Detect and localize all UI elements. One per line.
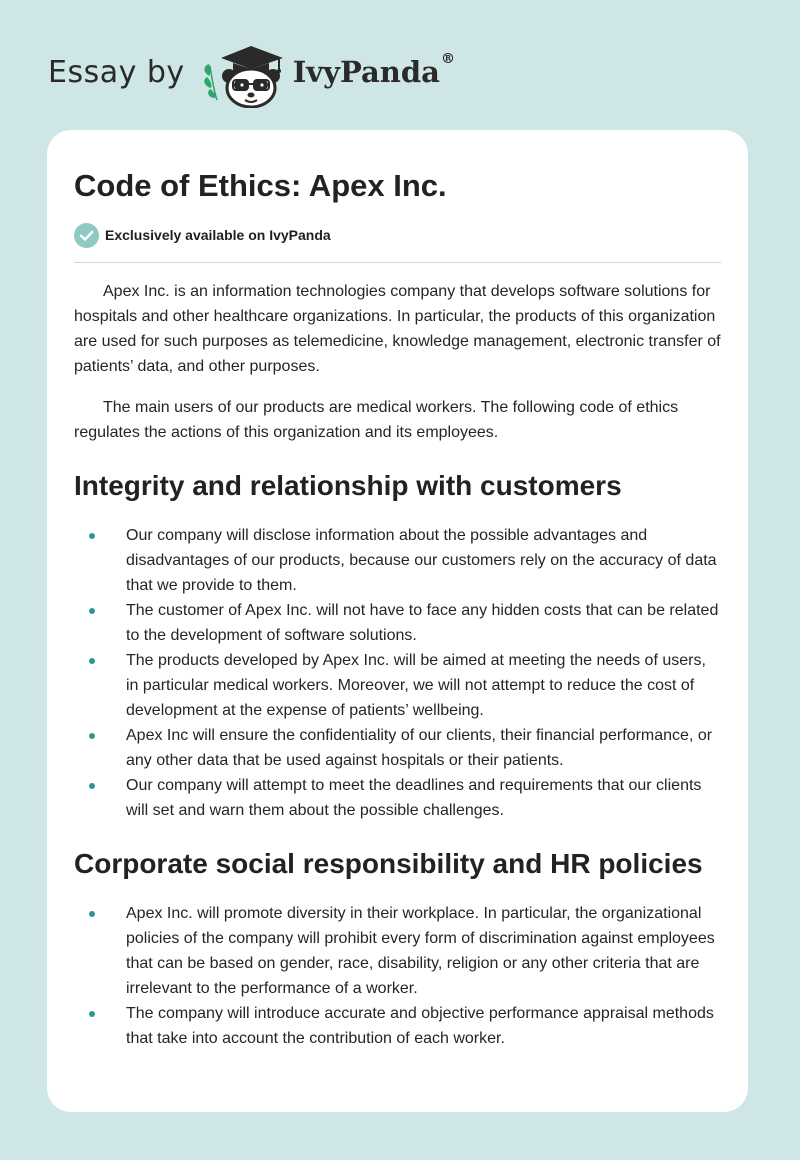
section-integrity bbox=[74, 465, 721, 823]
list-item-text: The company will introduce accurate and objective performance appraisal methods that take into account the contribution of each worker. bbox=[126, 1005, 714, 1047]
panda-graduate-logo-icon bbox=[199, 36, 291, 108]
bullet-list bbox=[74, 523, 721, 823]
list-item bbox=[74, 648, 721, 723]
list-item bbox=[74, 723, 721, 773]
essay-card bbox=[47, 130, 748, 1112]
intro-paragraph-1: Apex Inc. is an information technologies company that develops software solutions for hospitals and other healthcare organizations. In particular, the products of this organization are used for such purposes as telemedicine, knowledge management, electronic transfer of patients’ data, and other purposes. bbox=[74, 283, 721, 375]
list-item bbox=[74, 1001, 721, 1051]
section-heading: Corporate social responsibility and HR policies bbox=[74, 848, 703, 879]
bullet-icon bbox=[89, 658, 95, 664]
bullet-icon bbox=[89, 911, 95, 917]
badge-text: Exclusively available on IvyPanda bbox=[105, 227, 331, 243]
bullet-icon bbox=[89, 1011, 95, 1017]
list-item-text: Our company will disclose information about the possible advantages and disadvantages of our products, because our customers rely on the accuracy of data that we provide to them. bbox=[126, 527, 717, 594]
list-item bbox=[74, 773, 721, 823]
bullet-list bbox=[74, 901, 721, 1051]
brand-name bbox=[292, 51, 455, 89]
list-item bbox=[74, 523, 721, 598]
section-csr-hr bbox=[74, 843, 721, 1051]
intro-paragraph-2: The main users of our products are medical workers. The following code of ethics regulates the actions of this organization and its employees. bbox=[74, 399, 679, 441]
registered-mark: ® bbox=[440, 51, 455, 67]
page-title: Code of Ethics: Apex Inc. bbox=[74, 168, 447, 203]
list-item bbox=[74, 598, 721, 648]
list-item bbox=[74, 901, 721, 1001]
brand-name-text: IvyPanda bbox=[292, 55, 440, 89]
section-heading: Integrity and relationship with customers bbox=[74, 470, 622, 501]
list-item-text: Apex Inc will ensure the confidentiality of our clients, their financial performance, or any other data that be used against hospitals or their patients. bbox=[126, 727, 713, 769]
list-item-text: Our company will attempt to meet the deadlines and requirements that our clients will set and warn them about the possible challenges. bbox=[126, 777, 702, 819]
bullet-icon bbox=[89, 733, 95, 739]
list-item-text: The customer of Apex Inc. will not have to face any hidden costs that can be related to the development of software solutions. bbox=[126, 602, 719, 644]
list-item-text: Apex Inc. will promote diversity in their workplace. In particular, the organizational policies of the company will prohibit every form of discrimination against employees that can be based on gender, race, disability, religion or any other criteria that are irrelevant to the performance of a worker. bbox=[126, 905, 715, 997]
bullet-icon bbox=[89, 608, 95, 614]
bullet-icon bbox=[89, 783, 95, 789]
bullet-icon bbox=[89, 533, 95, 539]
brand-header[interactable] bbox=[48, 36, 455, 108]
list-item-text: The products developed by Apex Inc. will be aimed at meeting the needs of users, in particular medical workers. Moreover, we will not attempt to reduce the cost of development at the expense of patients’ wellbeing. bbox=[126, 652, 706, 719]
exclusive-badge bbox=[74, 222, 721, 248]
checkmark-icon bbox=[74, 223, 99, 248]
divider bbox=[74, 262, 721, 263]
brand-prefix: Essay by bbox=[48, 54, 185, 90]
